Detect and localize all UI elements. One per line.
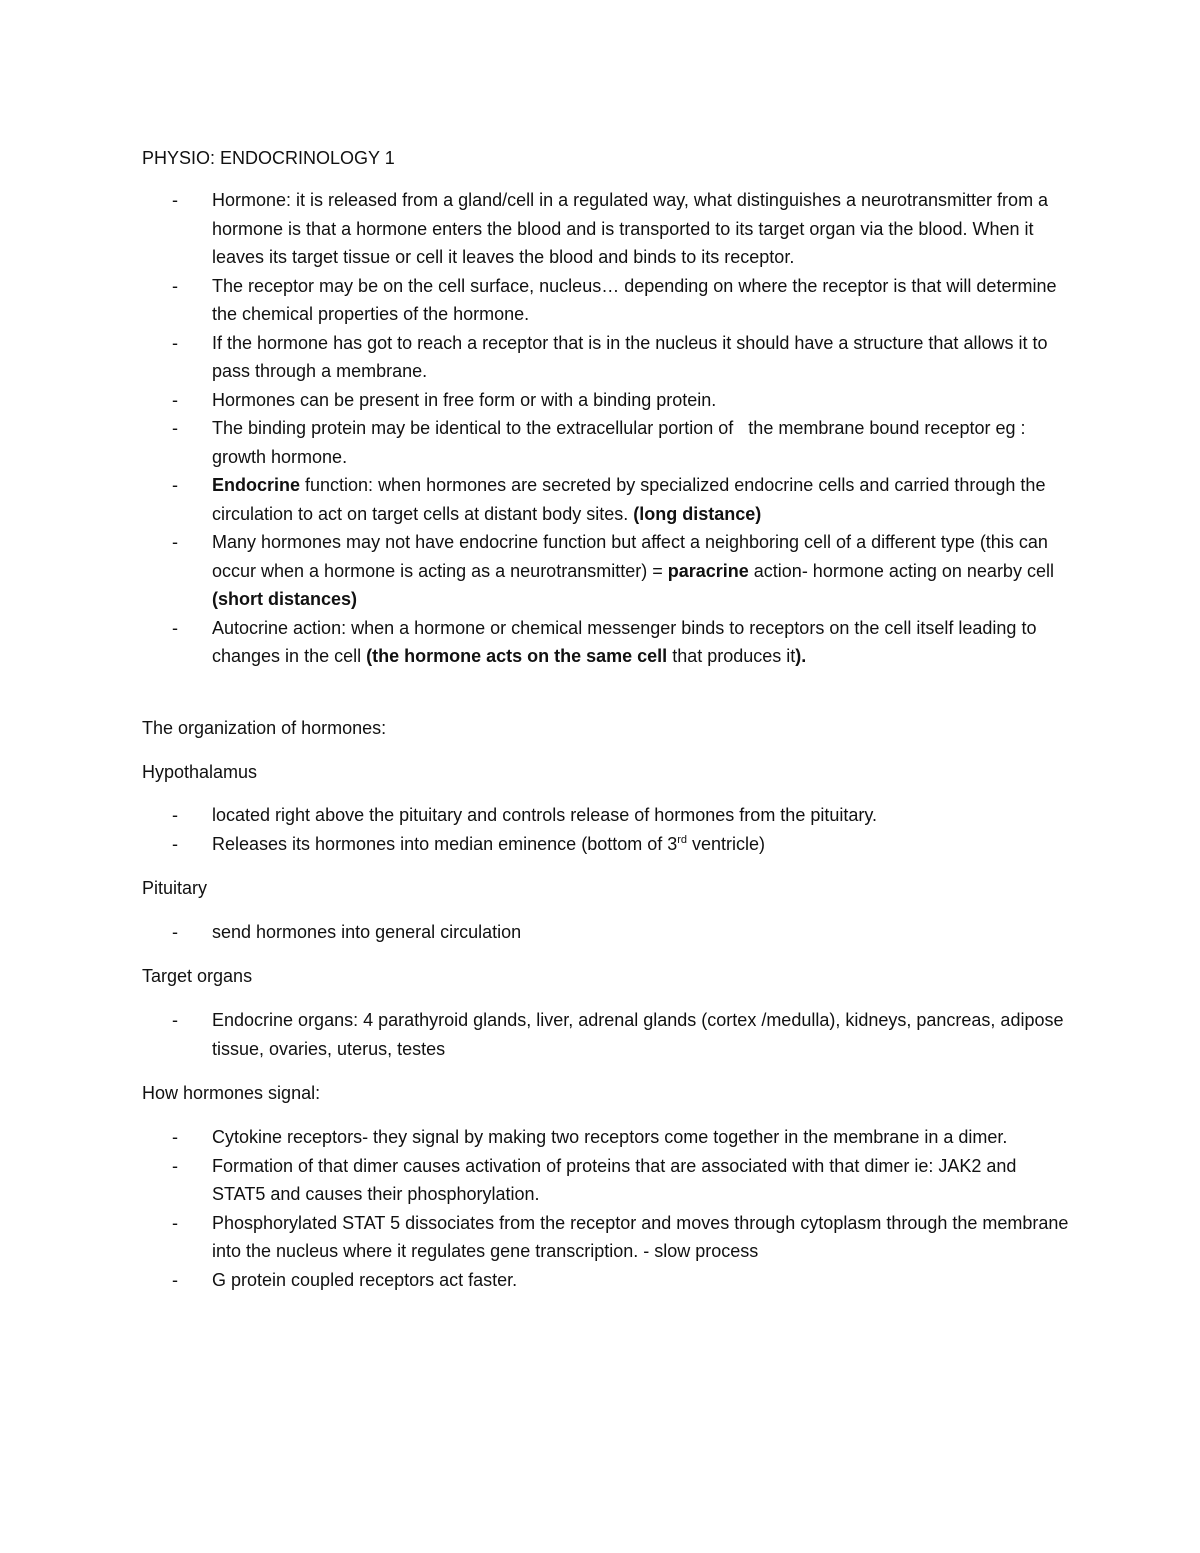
item-text: The receptor may be on the cell surface, nucleus… depending on where the receptor is that will determine the chemical properties of the hormone. — [212, 275, 1057, 324]
bullet-dash: - — [172, 1212, 178, 1233]
bold-note-short-distances: (short distances) — [212, 589, 358, 609]
item-text: The binding protein may be identical to the extracellular portion of the membrane bound receptor eg : growth hormone. — [212, 418, 1031, 467]
bullet-dash: - — [172, 532, 178, 552]
pituitary-list — [172, 918, 1072, 947]
list-item — [172, 830, 1072, 859]
bullet-dash: - — [172, 475, 178, 495]
list-item — [172, 1152, 1072, 1209]
bullet-dash: - — [172, 833, 178, 854]
item-text: ventricle) — [687, 833, 766, 854]
bullet-dash: - — [172, 275, 178, 296]
bold-note-same-cell: (the hormone acts on the same cell — [366, 646, 668, 666]
item-text: Formation of that dimer causes activation of proteins that are associated with that dimer ie: JAK2 and STAT5 and causes their phosphorylation. — [212, 1155, 1017, 1204]
bullet-dash: - — [172, 1155, 178, 1176]
bullet-dash: - — [172, 389, 178, 410]
list-item — [172, 414, 1072, 471]
list-item — [172, 528, 1072, 614]
bullet-dash: - — [172, 1010, 178, 1030]
hypothalamus-heading: Hypothalamus — [142, 762, 258, 782]
item-text: If the hormone has got to reach a receptor that is in the nucleus it should have a structure that allows it to pass through a membrane. — [212, 332, 1048, 381]
bullet-dash: - — [172, 418, 178, 438]
item-text: that produces it — [667, 646, 796, 666]
ordinal-superscript: rd — [677, 833, 688, 846]
item-text: Cytokine receptors- they signal by making two receptors come together in the membrane in a dimer. — [212, 1127, 1008, 1147]
item-text: send hormones into general circulation — [212, 922, 522, 942]
item-text: Hormone: it is released from a gland/cell in a regulated way, what distinguishes a neurotransmitter from a hormone is that a hormone enters the blood and is transported to its target organ via the blood. When it leaves its target tissue or cell it leaves the blood and binds to its receptor. — [212, 190, 1049, 267]
item-text: function: when hormones are secreted by specialized endocrine cells and carried through the circulation to act on target cells at distant body sites. — [212, 475, 1046, 524]
list-item — [172, 272, 1072, 329]
document-title: PHYSIO: ENDOCRINOLOGY 1 — [142, 148, 395, 168]
bullet-dash: - — [172, 805, 178, 825]
item-text: Releases its hormones into median eminence (bottom of 3 — [212, 833, 678, 854]
list-item — [172, 1123, 1072, 1152]
bullet-dash: - — [172, 617, 178, 638]
item-text: action- hormone acting on nearby cell — [748, 560, 1054, 581]
bullet-dash: - — [172, 922, 178, 942]
bullet-dash: - — [172, 1269, 178, 1290]
bold-term-endocrine: Endocrine — [212, 475, 301, 495]
bullet-dash: - — [172, 190, 178, 210]
bold-closing: ). — [795, 646, 807, 666]
bullet-dash: - — [172, 332, 178, 353]
target-organs-heading: Target organs — [142, 966, 253, 986]
bold-note-long-distance: (long distance) — [633, 503, 762, 524]
list-item — [172, 801, 1072, 830]
item-text: Hormones can be present in free form or with a binding protein. — [212, 389, 717, 410]
bold-term-paracrine: paracrine — [667, 560, 749, 581]
list-item — [172, 1266, 1072, 1295]
list-item — [172, 186, 1072, 272]
list-item — [172, 471, 1072, 528]
item-text: located right above the pituitary and controls release of hormones from the pituitary. — [212, 805, 878, 825]
list-item — [172, 329, 1072, 386]
item-text: Autocrine action: when a hormone or chemical messenger binds to receptors on the cell itself leading to changes in the cell — [212, 617, 1037, 666]
pituitary-heading: Pituitary — [142, 878, 208, 898]
intro-list — [172, 186, 1072, 671]
item-text: Phosphorylated STAT 5 dissociates from the receptor and moves through cytoplasm through the membrane into the nucleus where it regulates gene transcription. - slow process — [212, 1212, 1069, 1261]
item-text: G protein coupled receptors act faster. — [212, 1269, 518, 1290]
list-item — [172, 386, 1072, 415]
list-item — [172, 1209, 1072, 1266]
target-organs-list — [172, 1006, 1072, 1063]
list-item — [172, 918, 1072, 947]
item-text: Endocrine organs: 4 parathyroid glands, liver, adrenal glands (cortex /medulla), kidneys, pancreas, adipose tissue, ovaries, uterus, testes — [212, 1010, 1064, 1059]
organization-heading: The organization of hormones: — [142, 718, 387, 738]
hypothalamus-list — [172, 801, 1072, 858]
signal-heading: How hormones signal: — [142, 1083, 321, 1103]
list-item — [172, 614, 1072, 671]
bullet-dash: - — [172, 1127, 178, 1147]
list-item — [172, 1006, 1072, 1063]
item-text: Many hormones may not have endocrine function but affect a neighboring cell of a different type (this can occur when a hormone is acting as a neurotransmitter) = — [212, 532, 1048, 581]
signal-list — [172, 1123, 1072, 1294]
